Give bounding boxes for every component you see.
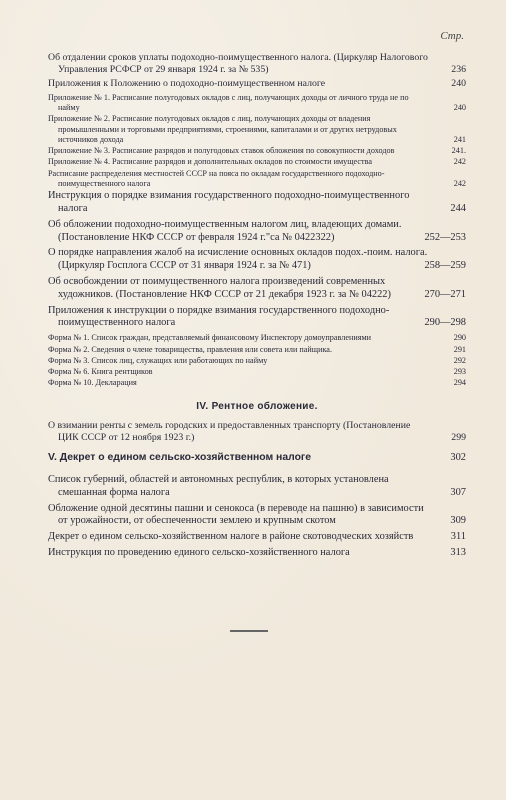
toc-entry-page: 241 [453,134,466,144]
toc-entry [48,531,466,544]
toc-entry [48,146,466,156]
toc-entry [48,247,466,273]
toc-entry-page: 244 [450,203,466,215]
toc-entry-page: 242 [453,178,466,188]
toc-entry [48,190,466,216]
toc-entry [48,547,466,560]
toc-entry-text: Приложение № 3. Расписание разрядов и полугодовых ставок обложения по совокупности доходов [48,146,395,156]
toc-entry-page: 311 [450,531,466,543]
toc-entry-text: Приложение № 2. Расписание полугодовых окладов с лиц, получающих доходы от владения промышленными и торговыми предприятиями, строениями, капиталами и от других нетрудовых источников дохода [48,114,397,144]
toc-entry-page: 313 [450,546,466,558]
toc-entry-page: 242 [453,157,466,167]
toc-entry-text: Расписание распределения местностей СССР на пояса по окладам государственного подоходно-поимущественного налога [48,168,385,188]
section-heading: IV. Рентное обложение. [196,400,318,412]
toc-entry-text: Приложение № 4. Расписание разрядов и дополнительных окладов по стоимости имущества [48,157,372,167]
toc-entry [48,157,466,167]
toc-entry-text: Приложение № 1. Расписание полугодовых окладов с лиц, получающих доходы от личного труда не по найму [48,92,409,112]
toc-entry [48,276,466,302]
toc-entry-text: Форма № 1. Список граждан, представляемый финансовому Инспектору домоуправлениями [48,333,372,343]
toc-entry [48,356,466,366]
toc-entry-text: Форма № 6. Книга рентщиков [48,367,153,377]
toc-entry [48,219,466,245]
toc-entry-page: 294 [453,378,466,388]
toc-entry-page: 240 [453,102,466,112]
toc-entry [48,93,466,114]
toc-entry-text: Об обложении подоходно-поимущественным налогом лиц, владеющих домами. (Постановление НКФ СССР от февраля 1924 г."са № 0422322) [48,218,402,243]
toc-entry [48,474,466,500]
toc-entry-page: 302 [450,452,466,464]
toc-entry [48,52,466,76]
toc-entry [48,503,466,529]
toc-entry-page: 307 [450,486,466,498]
toc-entry-text: Приложения к инструкции о порядке взимания государственного подоходно-поимущественного налога [48,304,390,329]
toc-entry-text: О порядке направления жалоб на исчисление основных окладов подох.-поим. налога. (Циркуляр Госплога СССР от 31 января 1924 г. за № 471) [48,247,428,272]
toc-entry-page: 309 [450,515,466,527]
toc-entry-text: Список губерний, областей и автономных республик, в которых установлена смешанная форма налога [48,473,389,498]
toc-entry-page: 291 [453,344,466,354]
toc-entry-text: Декрет о едином сельско-хозяйственном налоге в районе скотоводческих хозяйств [48,531,414,543]
toc-entry-page: 236 [451,64,466,76]
toc-entry-page: 252—253 [424,231,466,243]
toc-entry-text: Инструкция по проведению единого сельско-хозяйственного налога [48,546,350,558]
toc-entry [48,333,466,343]
toc-entry [48,378,466,388]
toc-entry-page: 270—271 [424,288,466,300]
toc-entry [48,345,466,355]
end-rule-divider [230,630,268,632]
page-column-label: Стр. [440,30,464,42]
toc-entry-page: 292 [453,355,466,365]
toc-entry [48,169,466,190]
section-heading: V. Декрет о едином сельско-хозяйственном налоге [48,452,312,464]
toc-entry-page: 290 [453,333,466,343]
toc-entry-page: 258—259 [424,260,466,272]
toc-entry [48,420,466,444]
toc-entry-text: Форма № 3. Список лиц, служащих или работающих по найму [48,355,268,365]
toc-entry [48,305,466,331]
toc-entry-text: Об отдалении сроков уплаты подоходно-поимущественного налога. (Циркуляр Налогового Управления РСФСР от 29 января 1924 г. за № 535) [48,52,428,76]
toc-entry-text: О взимании ренты с земель городских и предоставленных транспорту (Постановление ЦИК СССР от 12 ноября 1923 г.) [48,419,411,443]
table-of-contents [48,52,466,563]
toc-entry-text: Обложение одной десятины пашни и сенокоса (в переводе на пашню) в зависимости от урожайности, от обеспеченности землею и крупным скотом [48,502,424,527]
toc-entry-text: Об освобождении от поимущественного налога произведений современных художников. (Постановление НКФ СССР от 21 декабря 1923 г. за № 04222) [48,276,391,300]
toc-entry-text: Приложения к Положению о подоходно-поимущественном налоге [48,78,326,90]
toc-entry-page: 241. [451,146,466,156]
toc-entry-page: 290—298 [424,317,466,329]
toc-entry-text: Форма № 2. Сведения о члене товарищества, правления или совета или пайщика. [48,344,332,354]
toc-entry-page: 293 [453,367,466,377]
section-heading-entry [48,452,466,465]
toc-entry-text: Инструкция о порядке взимания государственного подоходно-поимущественного налога [48,190,410,215]
toc-entry [48,367,466,377]
toc-entry-page: 240 [451,78,466,90]
toc-entry [48,114,466,145]
toc-entry-text: Форма № 10. Декларация [48,378,137,388]
toc-entry [48,78,466,90]
toc-entry-page: 299 [451,431,466,443]
